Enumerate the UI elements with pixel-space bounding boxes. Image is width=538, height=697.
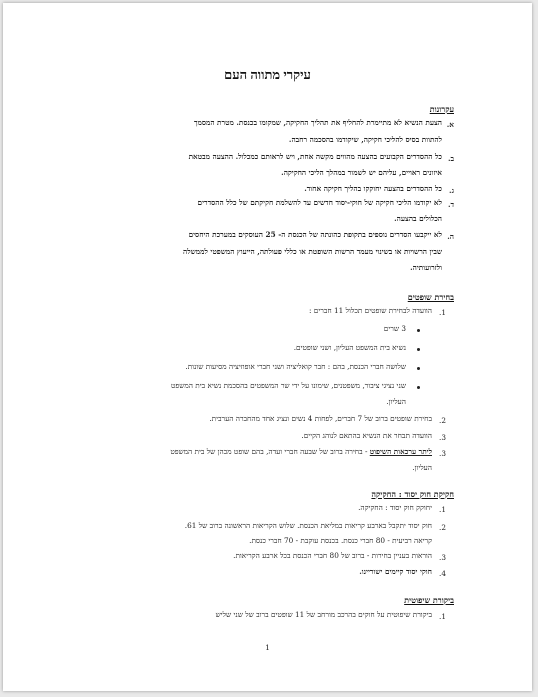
item-line: לא ייקבעו הסדרים נוספים בתקופת כהונתה של הכנסת ה- 25 העוסקים במערכת היחסים <box>188 230 442 239</box>
item-line: יחוקק חוק יסוד : החקיקה. <box>358 503 432 512</box>
item-mark: 3. <box>439 449 446 458</box>
bullet-icon <box>417 367 420 370</box>
page-number: 1 <box>265 643 270 652</box>
bullet-icon <box>417 348 420 351</box>
item-line: הצעת הנשיא לא מתיימרת להחליף את תהליך החקיקה, שמקומו בכנסת. מטרת המסמך <box>193 118 442 127</box>
document-content <box>3 3 532 691</box>
item-mark: 3. <box>439 553 446 562</box>
item-line-rest: - בחירה ברוב של שבעה חברי ועדה, בהם שופט מכהן של בית המשפט <box>170 447 370 456</box>
item-line: 3 שרים <box>383 324 406 333</box>
item-mark: ה. <box>447 232 454 241</box>
item-mark: ד. <box>447 200 454 209</box>
item-line: כל ההסדרים הקבועים בהצעה מהווים מקשה אחת, ויש לראותם כמכלול. ההצעה מבטאת <box>188 152 442 161</box>
section-heading-principles: עקרונות <box>429 104 454 114</box>
item-bold-prefix: ליתר ערכאות השיפוט <box>369 447 432 456</box>
item-line: שלושה חברי הכנסת, בהם : חבר קואליציה ושני חברי אופוזיציה מסיעות שונות. <box>185 362 406 371</box>
item-line: שבין הרשויות או בשינוי מעמד הרשות השופטת או כללי פעולתה, הייעוץ המשפטי לממשלה <box>183 247 442 256</box>
item-mark: ב. <box>447 154 454 163</box>
item-line: שני נציגי ציבור, משפטנים, שימונו על ידי שר המשפטים בהסכמת נשיא בית המשפט <box>171 381 406 390</box>
item-line: כל ההסדרים בהצעה יחוקקו בהליך חקיקה אחוד. <box>304 184 442 193</box>
item-mark: 3. <box>439 433 446 442</box>
item-mark: ג. <box>449 186 454 195</box>
item-line <box>170 447 432 457</box>
section-heading-judges: בחירת שופטים <box>407 292 454 302</box>
item-line: הוראות בעניין בחירות - ברוב של 80 חברי הכנסת בכל ארבע הקריאות. <box>233 551 432 560</box>
section-heading-judicial-review: ביקורת שיפוטית <box>404 595 454 605</box>
item-line: ביקורת שיפוטית על חוקים בהרכב מורחב של 11 שופטים ברוב של שני שליש <box>215 610 432 619</box>
item-mark: 1. <box>439 612 446 621</box>
item-line: ולזרועותיה. <box>410 263 442 272</box>
item-line: חוק יסוד יתקבל בארבע קריאות במליאת הכנסת. שלוש הקריאות הראשונה ברוב של 61. <box>184 521 432 530</box>
bullet-icon <box>417 386 420 389</box>
section-heading-basic-law: חקיקת חוק יסוד : החקיקה <box>371 489 454 499</box>
item-line: העליון. <box>386 397 406 406</box>
page-title: עיקרי מתווה העם <box>224 67 311 82</box>
item-line: קריאה רביעית - 80 חברי כנסת. בכנסת עוקבת - 70 חברי כנסת. <box>249 536 432 545</box>
item-line: בחירת שופטים ברוב של 7 חברים, לפחות 4 נשים ונציג אחד מהחברה הערבית. <box>209 414 432 423</box>
item-line: לא יקודמו הליכי חקיקה של חוקי-יסוד חדשים עד להשלמת חקיקתם של כלל ההסדרים <box>197 198 442 207</box>
item-line: נשיא בית המשפט העליון, ושני שופטים. <box>293 343 406 352</box>
item-mark: 1. <box>439 505 446 514</box>
item-line: הוועדה לבחירת שופטים תכלול 11 חברים : <box>309 306 432 315</box>
item-mark: 2. <box>439 416 446 425</box>
item-line: העליון. <box>412 463 432 472</box>
document-page <box>3 3 532 691</box>
item-mark: 1. <box>439 308 446 317</box>
item-line: הוועדה תבחר את הנשיא בהתאם לנוהג הקיים. <box>301 431 432 440</box>
item-line: חוקי יסוד קיימים ישוריינו. <box>359 567 432 576</box>
item-line: הכלולים בהצעה. <box>394 214 442 223</box>
item-mark: 2. <box>439 523 446 532</box>
item-line: להתוות בסיס להליכי חקיקה, שיקודמו בהסכמה רחבה. <box>288 135 442 144</box>
bullet-icon <box>417 329 420 332</box>
item-mark: 4. <box>439 569 446 578</box>
item-line: איזונים ראויים, עליהם יש לשמור במהלך הליכי החקיקה. <box>281 168 442 177</box>
item-mark: א. <box>446 120 454 129</box>
